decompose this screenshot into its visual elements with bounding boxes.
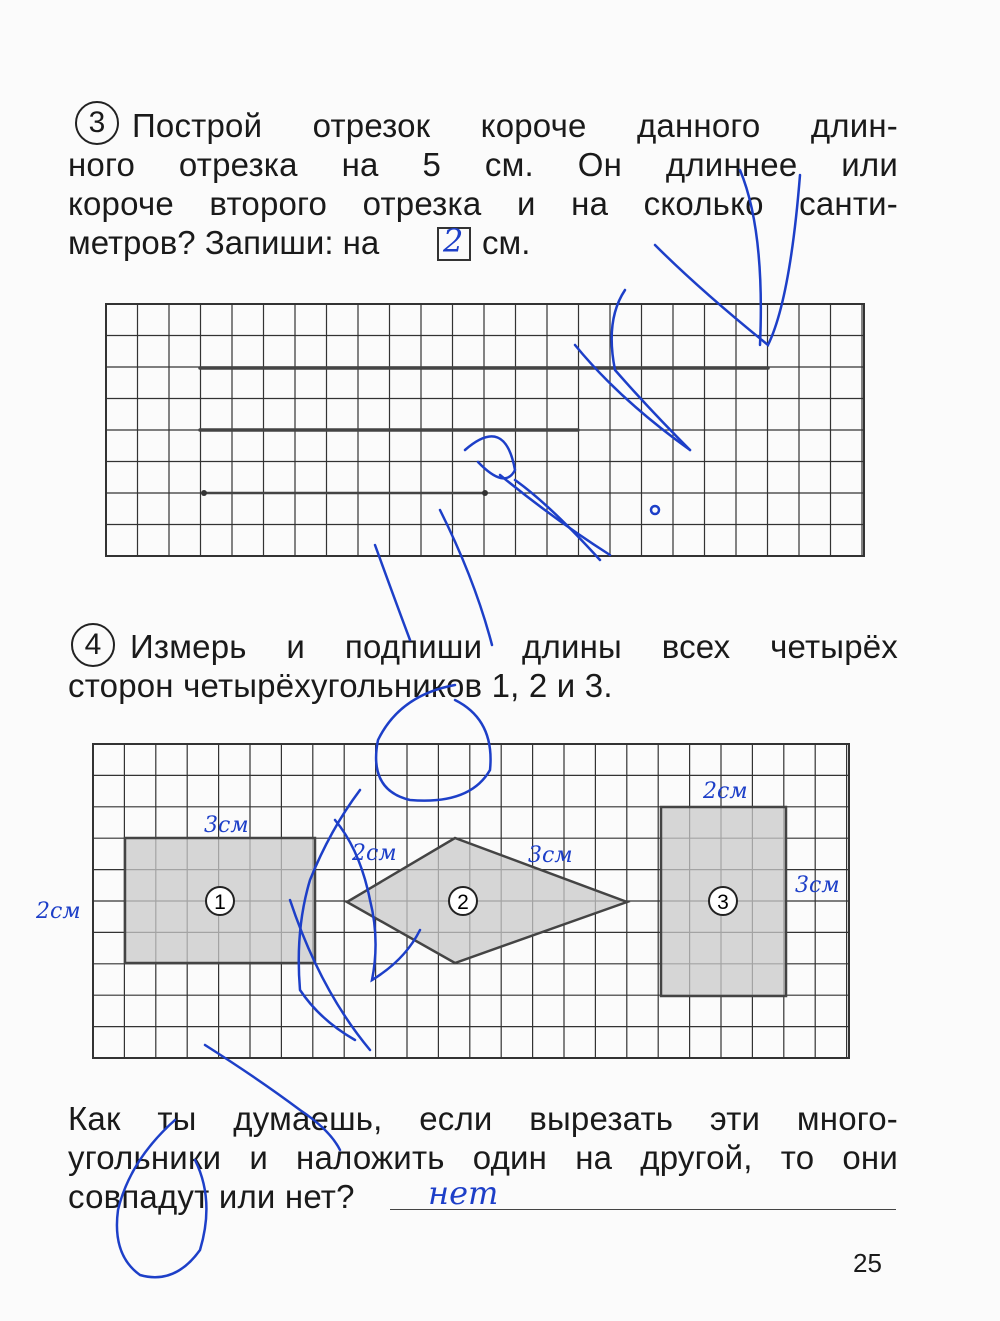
segment-end-dot: [482, 490, 488, 496]
task-3-line-3: короче второго отрезка и на сколько санти-: [68, 185, 898, 222]
task-4-line-1: Измерь и подпиши длины всех четырёх: [130, 628, 898, 665]
svg-text:3: 3: [717, 891, 729, 914]
annotation-shape1-top: 3см: [204, 813, 249, 838]
shape-label-1: [206, 887, 234, 915]
task-4-line-2: сторон четырёхугольников 1, 2 и 3.: [68, 667, 613, 704]
annotation-shape1-left: 2см: [36, 899, 81, 924]
question-line-2: угольники и наложить один на другой, то они: [68, 1139, 898, 1176]
annotation-shape3-right: 3см: [795, 873, 840, 898]
task-3-number: 3: [75, 101, 119, 145]
task-3-line-2: ного отрезка на 5 см. Он длиннее или: [68, 146, 898, 183]
task-4-number: 4: [71, 623, 115, 667]
shape-label-2: [449, 887, 477, 915]
svg-text:1: 1: [214, 891, 226, 914]
task-3-line-1: Построй отрезок короче данного длин-: [132, 107, 898, 144]
answer-box-value: 2: [443, 222, 464, 260]
annotation-shape3-top: 2см: [703, 779, 748, 804]
question-answer: нет: [428, 1174, 499, 1212]
annotation-shape2-left: 2см: [352, 841, 397, 866]
question-line-3: совпадут или нет?: [68, 1178, 355, 1215]
annotation-shape2-right: 3см: [528, 843, 573, 868]
question-line-1: Как ты думаешь, если вырезать эти много-: [68, 1100, 898, 1137]
page-number: 25: [853, 1248, 882, 1278]
svg-text:2: 2: [457, 891, 469, 914]
segment-end-dot: [201, 490, 207, 496]
task-3-line-4-start: метров? Запиши: на: [68, 224, 380, 261]
shape-label-3: [709, 887, 737, 915]
task-3-line-4-end: см.: [482, 224, 531, 261]
